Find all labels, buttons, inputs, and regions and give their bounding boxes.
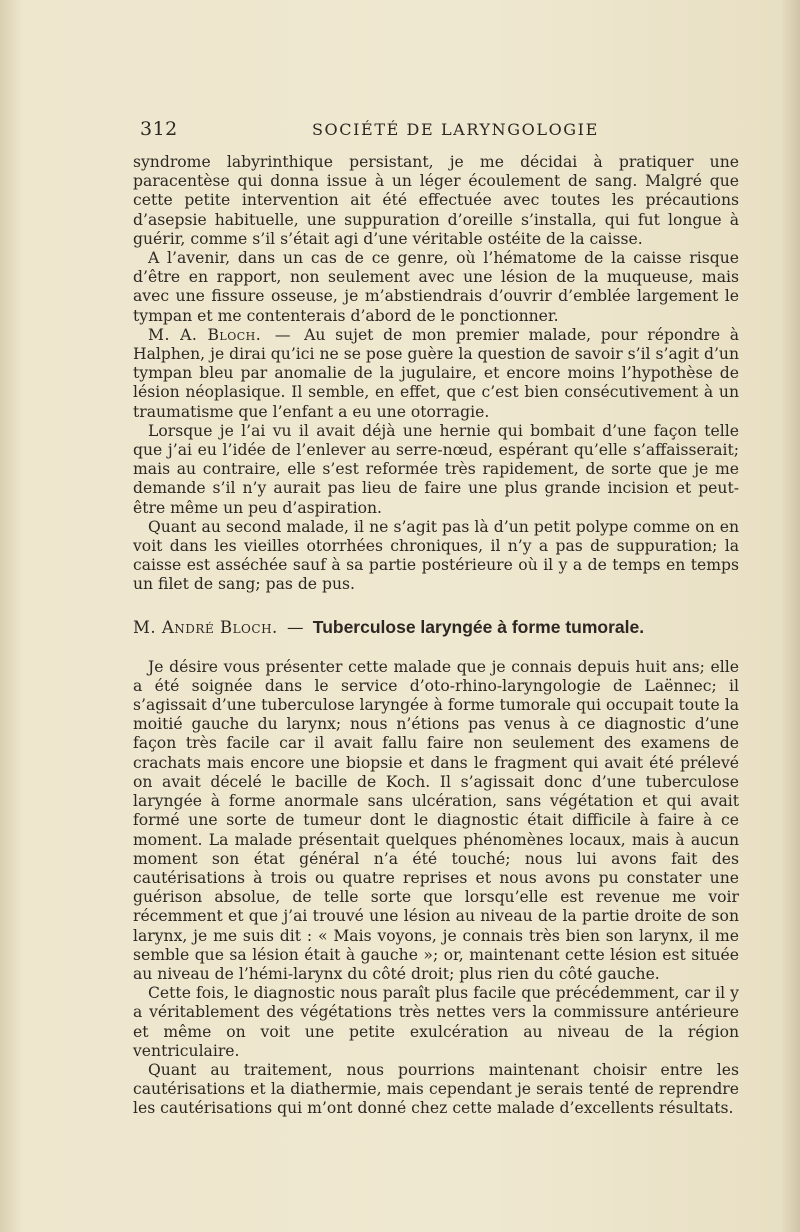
paragraph: syndrome labyrinthique persistant, je me décidai à pratiquer une paracentèse qui donna issue à un léger écoulement de sang. Malgré que cette petite intervention ait été effectuée avec toutes les précautions d’asepsie habituelle, une suppuration d’oreille s’installa, qui fut longue à guérir, comme s’il s’était agi d’une véritable ostéite de la caisse.	[133, 153, 739, 248]
paragraph: Cette fois, le diagnostic nous paraît plus facile que précédemment, car il y a véritablement des végétations très nettes vers la commissure antérieure et même on voit une petite exulcération au niveau de la région ventriculaire.	[133, 984, 739, 1060]
page-spine-shadow	[782, 0, 800, 1232]
page-header	[140, 118, 740, 146]
em-dash: —	[287, 617, 304, 637]
paragraph: Quant au traitement, nous pourrions maintenant choisir entre les cautérisations et la diathermie, mais cependant je serais tenté de reprendre les cautérisations qui m’ont donné chez cette malade d’excellents résultats.	[133, 1060, 739, 1118]
communication-heading	[133, 615, 739, 640]
paragraph: A l’avenir, dans un cas de ce genre, où l’hématome de la caisse risque d’être en rapport, non seulement avec une lésion de la muqueuse, mais avec une fissure osseuse, je m’abstiendrais d’ouvrir d’emblée largement le tympan et me contenterais d’abord de le ponctionner.	[133, 249, 739, 325]
em-dash: —	[274, 325, 291, 344]
paragraph: Quant au second malade, il ne s’agit pas là d’un petit polype comme on en voit dans les vieilles otorrhées chroniques, il n’y a pas de suppuration; la caisse est asséchée sauf à sa partie postérieure où il y a de temps en temps un filet de sang; pas de pus.	[133, 517, 739, 594]
author-name: M. André Bloch.	[133, 617, 278, 637]
paragraph: Je désire vous présenter cette malade que je connais depuis huit ans; elle a été soignée dans le service d’oto-rhino-laryngologie de Laënnec; il s’agissait d’une tuberculose laryngée à forme tumorale qui occupait toute la moitié gauche du larynx; nous n’étions pas venus à ce diagnostic d’une façon très facile car il avait fallu faire non seulement des examens de crachats mais encore une biopsie et dans le fragment qui avait été prélevé on avait décelé le bacille de Koch. Il s’agissait donc d’une tuberculose laryngée à forme anormale sans ulcération, sans végétation et qui avait formé une sorte de tumeur dont le diagnostic était difficile à faire à ce moment. La malade présentait quelques phénomènes locaux, mais à aucun moment son état général n’a été touché; nous lui avons fait des cautérisations à trois ou quatre reprises et nous avons pu constater une guérison absolue, de telle sorte que lorsqu’elle est revenue me voir récemment et que j’ai trouvé une lésion au niveau de la partie droite de son larynx, je me suis dit : « Mais voyons, je connais très bien son larynx, il me semble que sa lésion était à gauche »; or, maintenant cette lésion est située au niveau de l’hémi-larynx du côté droit; plus rien du côté gauche.	[133, 657, 739, 983]
paragraph: Lorsque je l’ai vu il avait déjà une hernie qui bombait d’une façon telle que j’ai eu l’idée de l’enlever au serre-nœud, espérant qu’elle s’affaisserait; mais au contraire, elle s’est reformée très rapidement, de sorte que je me demande s’il n’y aurait pas lieu de faire une plus grande incision et peut-être même un peu d’aspiration.	[133, 421, 739, 517]
body-text	[133, 153, 739, 1119]
reply-text: Au sujet de mon premier malade, pour répondre à Halphen, je dirai qu’ici ne se pose guère la question de savoir s’il s’agit d’un tympan bleu par anomalie de la jugulaire, et encore moins l’hypothèse de lésion néoplasique. Il semble, en effet, que c’est bien consécutivement à un traumatisme que l’enfant a eu une otorragie.	[133, 325, 739, 421]
running-title: SOCIÉTÉ DE LARYNGOLOGIE	[312, 120, 599, 139]
bloch-reply-paragraph	[133, 326, 739, 422]
communication-title: Tuberculose laryngée à forme tumorale.	[312, 616, 645, 637]
page-number: 312	[140, 118, 178, 140]
speaker-name: M. A. Bloch.	[148, 325, 262, 344]
